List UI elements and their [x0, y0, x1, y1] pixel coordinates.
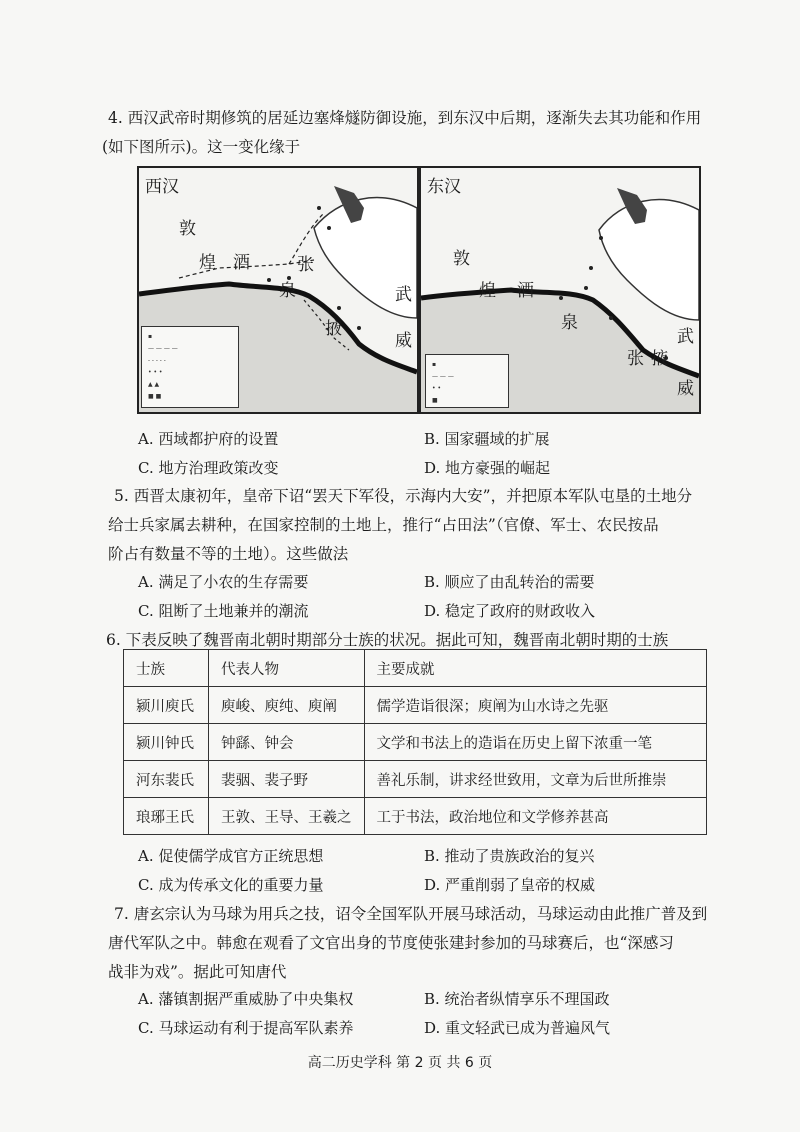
- q6-option-c[interactable]: C. 成为传承文化的重要力量: [138, 876, 324, 894]
- place-jiu: 酒: [233, 253, 250, 273]
- place-dun: 敦: [179, 219, 196, 239]
- table-row: [124, 724, 707, 761]
- q4-option-b[interactable]: B. 国家疆域的扩展: [424, 430, 550, 448]
- question-5-stem: [108, 482, 734, 569]
- place-wu: 武: [395, 285, 412, 305]
- table-cell: 河东裴氏: [124, 761, 209, 798]
- map-western-han-title: 西汉: [145, 177, 179, 197]
- q5-line-3: 阶占有数量不等的土地）。这些做法: [108, 545, 349, 563]
- table-row: [124, 687, 707, 724]
- map-eastern-han-legend: ▪ — — — • • ■: [425, 354, 509, 408]
- table-cell: 庾峻、庾纯、庾阐: [209, 687, 365, 724]
- q7-line-3: 战非为戏”。据此可知唐代: [108, 963, 287, 981]
- place-dun-2: 敦: [453, 249, 470, 269]
- table-cell: 善礼乐制，讲求经世致用，文章为后世所推崇: [364, 761, 707, 798]
- q7-line-1: 7. 唐玄宗认为马球为用兵之技，诏令全国军队开展马球活动，马球运动由此推广普及到: [114, 905, 708, 923]
- table-header-row: [124, 650, 707, 687]
- q4-option-d[interactable]: D. 地方豪强的崛起: [424, 459, 551, 477]
- q5-option-a[interactable]: A. 满足了小农的生存需要: [138, 573, 309, 591]
- place-ye: 掖: [325, 319, 342, 339]
- place-huang-2: 煌: [479, 281, 496, 301]
- q4-line-1: 4. 西汉武帝时期修筑的居延边塞烽燧防御设施，到东汉中后期，逐渐失去其功能和作用: [108, 109, 702, 127]
- q4-line-2: (如下图所示)。这一变化缘于: [102, 138, 301, 156]
- table-row: [124, 761, 707, 798]
- q6-option-d[interactable]: D. 严重削弱了皇帝的权威: [424, 876, 596, 894]
- place-wei: 威: [395, 331, 412, 351]
- map-eastern-han-title: 东汉: [427, 177, 461, 197]
- question-7-stem: [108, 900, 734, 987]
- q6-option-b[interactable]: B. 推动了贵族政治的复兴: [424, 847, 595, 865]
- map-western-han: [137, 166, 419, 414]
- map-eastern-han: [419, 166, 701, 414]
- table-cell: 工于书法，政治地位和文学修养甚高: [364, 798, 707, 835]
- table-cell: 王敦、王导、王羲之: [209, 798, 365, 835]
- place-quan-2: 泉: [561, 313, 578, 333]
- q4-option-a[interactable]: A. 西域都护府的设置: [138, 430, 279, 448]
- q5-option-d[interactable]: D. 稳定了政府的财政收入: [424, 602, 596, 620]
- place-zhang-2: 张: [627, 349, 644, 369]
- q5-line-2: 给士兵家属去耕种，在国家控制的土地上，推行“占田法”（官僚、军士、农民按品: [108, 516, 659, 534]
- q5-option-c[interactable]: C. 阻断了土地兼并的潮流: [138, 602, 309, 620]
- table-cell: 颍川庾氏: [124, 687, 209, 724]
- table-cell: 裴骃、裴子野: [209, 761, 365, 798]
- q7-option-d[interactable]: D. 重文轻武已成为普遍风气: [424, 1019, 611, 1037]
- table-row: [124, 798, 707, 835]
- q7-option-b[interactable]: B. 统治者纵情享乐不理国政: [424, 990, 610, 1008]
- table-cell: 文学和书法上的造诣在历史上留下浓重一笔: [364, 724, 707, 761]
- q5-option-b[interactable]: B. 顺应了由乱转治的需要: [424, 573, 595, 591]
- place-zhang: 张: [297, 255, 314, 275]
- table-cell: 钟繇、钟会: [209, 724, 365, 761]
- q4-maps: [137, 166, 697, 410]
- table-header-cell: 主要成就: [364, 650, 707, 687]
- map-western-han-legend: ▪ — — — — - - - - - • • • ▲ ▲ ■ ■: [141, 326, 239, 408]
- place-huang: 煌: [199, 253, 216, 273]
- table-header-cell: 代表人物: [209, 650, 365, 687]
- table-cell: 琅琊王氏: [124, 798, 209, 835]
- q4-option-c[interactable]: C. 地方治理政策改变: [138, 459, 279, 477]
- q6-option-a[interactable]: A. 促使儒学成官方正统思想: [138, 847, 324, 865]
- place-quan: 泉: [279, 281, 296, 301]
- table-cell: 儒学造诣很深；庾阐为山水诗之先驱: [364, 687, 707, 724]
- q5-line-1: 5. 西晋太康初年，皇帝下诏“罢天下军役，示海内大安”，并把原本军队屯垦的土地分: [114, 487, 693, 505]
- question-4-stem: [102, 104, 728, 162]
- q7-line-2: 唐代军队之中。韩愈在观看了文官出身的节度使张建封参加的马球赛后，也“深感习: [108, 934, 674, 952]
- place-jiu-2: 酒: [517, 281, 534, 301]
- q7-option-a[interactable]: A. 藩镇割据严重威胁了中央集权: [138, 990, 354, 1008]
- place-wu-2: 武: [677, 327, 694, 347]
- place-ye-2: 掖: [651, 349, 668, 369]
- q7-option-c[interactable]: C. 马球运动有利于提高军队素养: [138, 1019, 354, 1037]
- q6-line-1: 6. 下表反映了魏晋南北朝时期部分士族的状况。据此可知，魏晋南北朝时期的士族: [106, 631, 669, 649]
- q6-table: [123, 649, 707, 835]
- table-cell: 颍川钟氏: [124, 724, 209, 761]
- page-footer: 高二历史学科 第 2 页 共 6 页: [307, 1055, 493, 1071]
- table-header-cell: 士族: [124, 650, 209, 687]
- place-wei-2: 威: [677, 379, 694, 399]
